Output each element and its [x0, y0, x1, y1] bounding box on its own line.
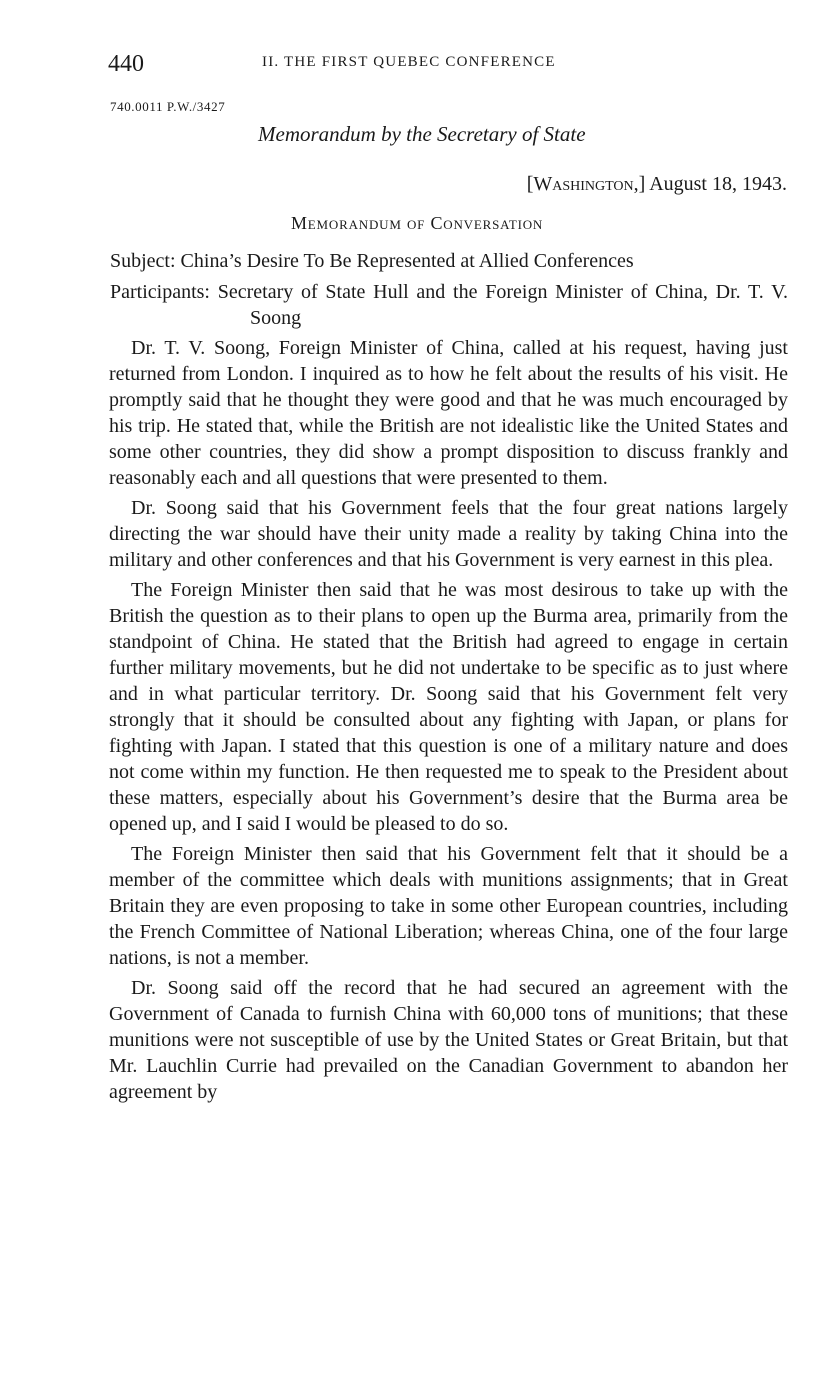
body-paragraph: The Foreign Minister then said that he was most desirous to take up with the British the question as to their plans to open up the Burma area, primarily from the standpoint of China. He stated that the British had agreed to engage in certain further military movements, but he did not undertake to be specific as to just where and in what particular territory. Dr. Soong said that his Government felt very strongly that it should be consulted about any fighting with Japan, or plans for fighting with Japan. I stated that this question is one of a military nature and does not come within my function. He then requested me to speak to the President about these matters, especially about his Government’s desire that the Burma area be opened up, and I said I would be pleased to do so. [109, 579, 788, 835]
body-paragraph: Dr. Soong said that his Government feels that the four great nations largely directing the war should have their unity made a reality by taking China into the military and other conferences and that his Government is very earnest in this plea. [109, 497, 788, 571]
page-number: 440 [108, 51, 144, 77]
dateline-date: August 18, 1943. [649, 173, 787, 195]
memo-body [109, 335, 788, 1109]
dateline-place: [Washington,] [526, 173, 646, 195]
dateline [527, 170, 787, 198]
participants-line: Participants: Secretary of State Hull and the Foreign Minister of China, Dr. T. V. Soong [110, 281, 788, 329]
document-title: Memorandum by the Secretary of State [258, 122, 586, 146]
body-paragraph: Dr. T. V. Soong, Foreign Minister of China, called at his request, having just returned from London. I inquired as to how he felt about the results of his visit. He promptly said that he thought they were good and that he was much encouraged by his trip. He stated that, while the British are not idealistic like the United States and some other countries, they did show a prompt disposition to discuss frankly and reasonably each and all questions that were presented to them. [109, 337, 788, 489]
running-head: II. THE FIRST QUEBEC CONFERENCE [262, 54, 556, 70]
body-paragraph: The Foreign Minister then said that his Government felt that it should be a member of the committee which deals with munitions assignments; that in Great Britain they are even proposing to take in some other European countries, including the French Committee of National Liberation; whereas China, one of the four large nations, is not a member. [109, 843, 788, 969]
subject-line: Subject: China’s Desire To Be Represented at Allied Conferences [110, 250, 634, 272]
body-paragraph: Dr. Soong said off the record that he had secured an agreement with the Government of Canada to furnish China with 60,000 tons of munitions; that these munitions were not susceptible of use by the United States or Great Britain, but that Mr. Lauchlin Currie had prevailed on the Canadian Government to abandon her agreement by [109, 977, 788, 1103]
file-reference: 740.0011 P.W./3427 [110, 99, 226, 114]
memo-heading: Memorandum of Conversation [291, 213, 544, 233]
